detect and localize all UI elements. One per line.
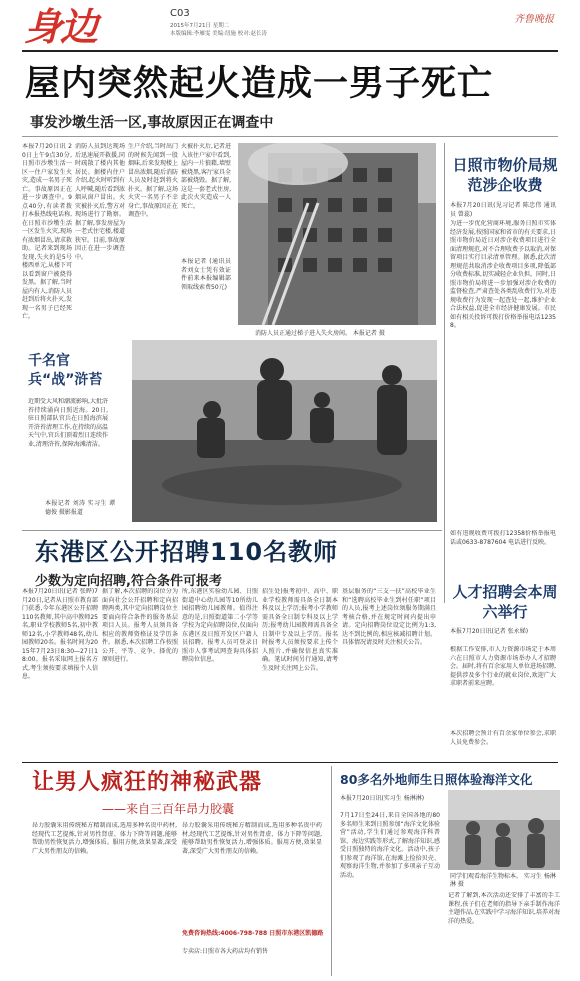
sidebar-divider bbox=[444, 143, 445, 603]
divider bbox=[22, 136, 558, 137]
soldiers-photo-image bbox=[132, 340, 437, 522]
soldiers-photo bbox=[132, 340, 437, 522]
jobfair-note: 本次招聘会预计有百余家单位参会,求职人员免费参会。 bbox=[450, 730, 556, 746]
jobfair-body: 根据工作安排,市人力资源市场定于本周六在日照市人力资源市场举办人才招聘会。届时,将有百余家用人单位进场招聘,提供涉及多个行业的就业岗位,欢迎广大求职者前来应聘。 bbox=[450, 646, 556, 687]
lead-subhead: 事发沙墩生活一区,事故原因正在调查中 bbox=[30, 115, 274, 131]
teachers-col4: 招生处)报考初中、高中、职业学校教师需具备全日制本科及以上学历;报考小学教师需具备全日制专科及以上学历;报考幼儿园教师需具备全日制中专及以上学历。报名时报考人员须按要求上传个人照片,并确保信息真实准确。笔试时间另行通知,请考生及时关注网上公告。 bbox=[262, 588, 338, 672]
price-title: 日照市物价局规范涉企收费 bbox=[452, 156, 558, 194]
paper-name: 齐鲁晚报 bbox=[514, 14, 554, 25]
lead-col4: 火被扑灭后,记者进入该住户家中看到,屋内一片狼藉,墙壁被烧黑,客厅家具全部被烧毁。据了解,这是一套老式住房,此次火灾造成一人死亡。 bbox=[181, 143, 231, 210]
ad-subhead: ——来自三百年昂力胶囊 bbox=[102, 802, 235, 816]
fire-photo-image bbox=[238, 143, 436, 325]
lead-col2: 消防人员到达现场后迅速展开救援,同时疏散了楼内其他居民。据楼内住户介绍,起火时听到有人呼喊,随后看到浓烟从窗户冒出。火灾被扑灭后,警方对现场进行了勘察。据了解,事发房屋为一老式住宅楼,楼道狭窄。目前,事故原因正在进一步调查中。 bbox=[75, 143, 125, 261]
culture-title: 80多名外地师生日照体验海洋文化 bbox=[340, 772, 533, 787]
fire-photo-caption: 消防人员正通过梯子进入失火房间。 本报记者 摄 bbox=[255, 330, 385, 337]
soldiers-credit: 本报记者 刘涛 实习生 谭德俊 摄影报道 bbox=[45, 500, 115, 516]
price-byline: 本报7月20日讯(见习记者 陈忠伟 通讯员 曾蕊) bbox=[450, 202, 556, 218]
ad-body-2: 昂力胶囊采用传统秘方精制而成,选用多种名贵中药材,经现代工艺提炼,针对男性肾虚、体力下降等问题,能够帮助男性恢复活力,增强体质。服用方便,效果显著,深受广大男性朋友的信赖。 bbox=[182, 822, 322, 855]
teachers-headline: 东港区公开招聘110名教师 bbox=[35, 538, 339, 566]
teachers-col2: 据了解,本次招聘的岗位分为面向社会公开招聘和定向招聘两类,其中定向招聘岗位主要面向符合条件的服务基层项目人员。报考人员须具备相应的教师资格证及学历条件。据悉,本次招聘工作按照公开、平等、竞争、择优的原则进行。 bbox=[102, 588, 178, 663]
jobfair-title: 人才招聘会本周六举行 bbox=[452, 583, 558, 621]
teachers-col1: 本报7月20日讯(记者 张晔)7月20日,记者从日照市教育部门获悉,今年东港区公开招聘110名教师,其中高中教师25名,职业学校教师5名,初中教师12名,小学教师48名,幼儿园教师20名。报名时间为2015年7月23日8:30—27日18:00。报名采取网上报名方式,考生须按要求填报个人信息。 bbox=[22, 588, 98, 680]
divider bbox=[22, 530, 442, 531]
price-phone-note: 如有违规收费可拨打12358价格举报电话或0633-8787604 电话进行反映。 bbox=[450, 530, 556, 546]
fire-photo bbox=[238, 143, 436, 325]
culture-photo-image bbox=[448, 790, 560, 870]
teachers-col5: 基层服务的“三支一扶”高校毕业生和“选聘高校毕业生到村任职”项目的人员,报考上述岗位须服务期满且考核合格,并在规定时间内提出申请。定向招聘岗位设定比例为1:3,达不到比例的,相应核减招聘计划。具体情况请及时关注相关公告。 bbox=[342, 588, 436, 646]
culture-tail: 记者了解到,本次活动还安排了丰富的手工课程,孩子们在老师的指导下亲手制作海洋主题作品,在实践中学习海洋知识,培养对海洋的热爱。 bbox=[448, 892, 560, 925]
lead-col3: 生户介绍,当时出门的时候先闻到一股烟味,后来发现楼上冒出浓烟,随后消防人员及时赶到将火扑灭。据了解,这场火灾一名男子不幸身亡,事故原因正在调查中。 bbox=[128, 143, 178, 218]
editors-line: 本版编辑:李雁雯 美编:纽施 校对:赵长涛 bbox=[170, 31, 268, 37]
teachers-col3: 所,东港区实验幼儿园、日照街道中心幼儿园等10所幼儿园招聘幼儿园教师。值得注意的是,日照街道第二小学等学校为定向招聘岗位,仅面向东港区及日照开发区户籍人员招聘。报考人员可登录日照市人事考试网查询具体招聘岗位信息。 bbox=[182, 588, 258, 663]
ad-address: 专卖店:日照市各大药店均有销售 bbox=[182, 948, 269, 955]
culture-photo bbox=[448, 790, 560, 870]
ad-hotline: 免费咨询热线:4006-798-788 日照市东港区凯德路 bbox=[182, 930, 324, 937]
teachers-subhead: 少数为定向招聘,符合条件可报考 bbox=[35, 574, 222, 589]
soldiers-body: 近期受大风和潮流影响,大批浒苔持续涌向日照近海。20日,驻日照部队官兵在日照海滨展开浒苔清理工作,在持续的高温天气中,官兵们顶着烈日连续作业,清理浒苔,保障海滩清洁。 bbox=[28, 398, 108, 448]
culture-byline: 本报7月20日讯(实习生 杨淋淋) bbox=[340, 795, 425, 802]
section-rule bbox=[22, 762, 558, 763]
section-logo: 身边 bbox=[24, 5, 97, 49]
culture-body: 7月17日至24日,来自全国各地的80多名师生来到日照参加“海洋文化体验营”活动,学生们通过参观海洋科普馆、海边实践等形式,了解海洋知识,感受日照独特的海洋文化。活动中,孩子们参观了海洋馆,在海滩上捡拾贝壳、观察海洋生物,并参加了多项亲子互动活动。 bbox=[340, 812, 440, 879]
date-line: 2015年7月21日 星期二 bbox=[170, 23, 230, 29]
lead-col1: 本报7月20日讯 20日上午9点30分,日照市沙墩生活一区一住户家发生火灾,造成一名男子死亡。事故原因正在进一步调查中。9点40分,有读者拨打本报热线电话称,在日照市沙墩生活一区发生火灾,现场有浓烟冒出,请求救助。记者来到现场发现,失火的是5号楼西单元,从楼下可以看到窗户被烧得发黑。据了解,当时屋内有人,消防人员赶到后将火扑灭,发现一名男子已经死亡。 bbox=[22, 143, 72, 320]
page-number: C03 bbox=[170, 8, 190, 19]
lead-headline: 屋内突然起火造成一男子死亡 bbox=[25, 64, 494, 104]
soldiers-title: 千名官兵“战”浒苔 bbox=[28, 353, 103, 388]
ad-headline: 让男人疯狂的神秘武器 bbox=[32, 770, 263, 795]
jobfair-byline: 本报7月20日讯(记者 张永娣) bbox=[450, 628, 529, 635]
masthead-meta bbox=[170, 22, 267, 38]
masthead-rule bbox=[22, 50, 558, 52]
ad-body: 昂力胶囊采用传统秘方精制而成,选用多种名贵中药材,经现代工艺提炼,针对男性肾虚、体力下降等问题,能够帮助男性恢复活力,增强体质。服用方便,效果显著,深受广大男性朋友的信赖。 bbox=[32, 822, 177, 855]
culture-photo-caption: 同学们观看海洋生物标本。 实习生 杨淋淋 摄 bbox=[450, 873, 556, 888]
lead-credit: 本报记者 (通讯员者刘女士凭有效证件前来本报编辑部领取线索费50元) bbox=[181, 258, 231, 291]
price-body: 为进一步优化营商环境,服务日照市实体经济发展,按照国家和省市的有关要求,日照市物价局近日对涉企收费项目进行全面清理规范,对不合理收费予以取消,对保留项目实行目录清单管理。据悉,此次清理规范共取消涉企收费项目多项,降低部分收费标准,切实减轻企业负担。同时,日照市物价局将进一步加强对涉企收费的监督检查,严肃查处各类乱收费行为,对违规收费行为发现一起查处一起,维护企业合法权益,促进全市经济健康发展。市民如有相关投诉可拨打价格举报电话12358。 bbox=[450, 220, 556, 329]
ad-block bbox=[22, 766, 332, 976]
